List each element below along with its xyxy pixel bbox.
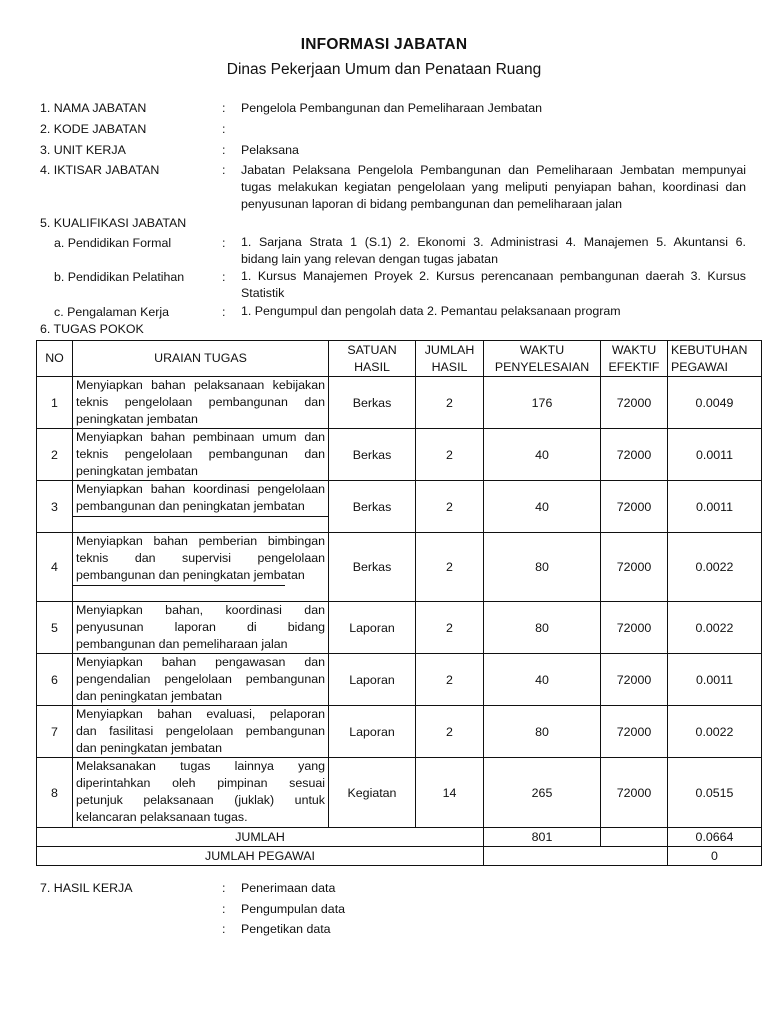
field-colon: : [222,122,226,136]
field-colon: : [222,236,226,250]
text-line: petunjuk pelaksanaan (juklak) untuk [76,793,325,807]
cell-uraian [73,758,329,828]
field-label: 1. NAMA JABATAN [40,101,147,115]
text-line: Menyiapkan bahan pelaksanaan kebijakan [76,378,325,392]
header-line: HASIL [354,359,390,374]
cell-jumlah: 2 [416,481,484,533]
text-line: pembangunan dan pemeliharaan jalan [76,637,288,651]
jumlah-kebutuhan: 0.0664 [668,828,762,847]
cell-no: 3 [37,481,73,533]
text-line: Statistik [241,286,285,300]
cell-kebutuhan: 0.0011 [668,429,762,481]
tugas-pokok-table [36,340,762,866]
jumlah-pegawai-value: 0 [668,847,762,866]
header-line: PENYELESAIAN [494,359,590,374]
cell-jumlah: 14 [416,758,484,828]
cell-kebutuhan: 0.0022 [668,706,762,758]
field-label: 7. HASIL KERJA [40,881,133,895]
field-label: 3. UNIT KERJA [40,143,126,157]
hasil-item: Pengumpulan data [241,902,346,916]
cell-waktu: 80 [484,533,601,602]
field-colon: : [222,305,226,319]
cell-jumlah: 2 [416,654,484,706]
header-no: NO [37,341,73,377]
header-line: SATUAN [347,342,397,357]
text-line: teknis pengelolaan pembangunan dan [76,395,325,409]
text-line: Menyiapkan bahan pemberian bimbingan [76,534,325,548]
field-label: 5. KUALIFIKASI JABATAN [40,216,187,230]
table-row [37,758,762,828]
text-line: 1. Sarjana Strata 1 (S.1) 2. Ekonomi 3. Administrasi 4. Manajemen 5. Akuntansi 6. [241,235,746,249]
cell-uraian [73,533,329,602]
field-colon: : [222,881,226,895]
cell-waktu: 80 [484,602,601,654]
table-row [37,429,762,481]
jumlah-efektif [601,828,668,847]
text-line: pengendalian pengelolaan pembangunan [76,672,325,686]
header-uraian-tugas: URAIAN TUGAS [73,341,329,377]
cell-uraian [73,706,329,758]
cell-waktu: 265 [484,758,601,828]
text-line: dan peningkatan jembatan [76,689,223,703]
field-value: 1. Pengumpul dan pengolah data 2. Pemantau pelaksanaan program [241,304,621,318]
cell-efektif: 72000 [601,602,668,654]
cell-jumlah: 2 [416,377,484,429]
header-line: WAKTU [519,342,565,357]
field-value [241,268,746,302]
text-line: Menyiapkan bahan koordinasi pengelolaan [76,482,325,496]
cell-efektif: 72000 [601,758,668,828]
text-line: diperintahkan oleh pimpinan sesuai [76,776,325,790]
field-label: b. Pendidikan Pelatihan [54,270,185,284]
cell-kebutuhan: 0.0011 [668,654,762,706]
field-value [241,234,746,268]
header-waktu-efektif [601,341,668,377]
jumlah-label: JUMLAH [37,828,484,847]
cell-satuan: Berkas [329,377,416,429]
field-label: a. Pendidikan Formal [54,236,172,250]
table-header-row [37,341,762,377]
header-line: HASIL [431,359,468,374]
text-line: Jabatan Pelaksana Pengelola Pembangunan dan Pemeliharaan Jembatan mempunyai [241,163,746,177]
cell-waktu: 40 [484,429,601,481]
cell-no: 8 [37,758,73,828]
field-colon: : [222,143,226,157]
cell-satuan: Laporan [329,706,416,758]
text-line: Menyiapkan bahan pengawasan dan [76,655,325,669]
header-line: EFEKTIF [608,359,660,374]
field-colon: : [222,101,226,115]
cell-jumlah: 2 [416,602,484,654]
cell-satuan: Berkas [329,429,416,481]
text-line: Menyiapkan bahan, koordinasi dan [76,603,325,617]
cell-satuan: Berkas [329,481,416,533]
jumlah-pegawai-row [37,847,762,866]
header-waktu-penyelesaian [484,341,601,377]
text-line: teknis dan supervisi pengelolaan [76,551,325,565]
field-value: Pengelola Pembangunan dan Pemeliharaan Jembatan [241,101,543,115]
field-value [241,162,746,213]
cell-uraian [73,429,329,481]
document-title: INFORMASI JABATAN [300,36,468,53]
field-colon: : [222,922,226,936]
text-line: peningkatan jembatan [76,464,198,478]
text-line: pembangunan dan peningkatan jembatan [76,499,305,513]
header-satuan-hasil [329,341,416,377]
text-line: 1. Kursus Manajemen Proyek 2. Kursus perencanaan pembangunan daerah 3. Kursus [241,269,746,283]
text-line: pembangunan dan peningkatan jembatan [76,568,305,582]
jumlah-pegawai-label: JUMLAH PEGAWAI [37,847,484,866]
cell-divider [73,585,285,586]
text-line: Menyiapkan bahan pembinaan umum dan [76,430,325,444]
cell-no: 7 [37,706,73,758]
cell-satuan: Laporan [329,654,416,706]
cell-waktu: 40 [484,654,601,706]
table-row [37,481,762,533]
cell-efektif: 72000 [601,377,668,429]
cell-waktu: 80 [484,706,601,758]
cell-kebutuhan: 0.0515 [668,758,762,828]
cell-no: 2 [37,429,73,481]
jumlah-pegawai-empty [484,847,668,866]
cell-efektif: 72000 [601,481,668,533]
table-row [37,602,762,654]
cell-kebutuhan: 0.0022 [668,602,762,654]
field-colon: : [222,163,226,177]
text-line: teknis pengelolaan pembangunan dan [76,447,325,461]
field-label: 4. IKTISAR JABATAN [40,163,160,177]
cell-waktu: 40 [484,481,601,533]
hasil-item: Penerimaan data [241,881,336,895]
total-row [37,828,762,847]
field-label: c. Pengalaman Kerja [54,305,170,319]
table-row [37,377,762,429]
cell-waktu: 176 [484,377,601,429]
header-jumlah-hasil [416,341,484,377]
header-line: KEBUTUHAN [671,342,748,357]
text-line: dan peningkatan jembatan [76,741,223,755]
text-line: peningkatan jembatan [76,412,198,426]
cell-kebutuhan: 0.0049 [668,377,762,429]
cell-efektif: 72000 [601,706,668,758]
text-line: dan fasilitasi pengelolaan pembangunan [76,724,325,738]
field-label: 2. KODE JABATAN [40,122,147,136]
field-colon: : [222,902,226,916]
text-line: bidang lain yang relevan dengan tugas jabatan [241,252,498,266]
cell-no: 5 [37,602,73,654]
text-line: Melaksanakan tugas lainnya yang [76,759,325,773]
cell-jumlah: 2 [416,429,484,481]
cell-uraian [73,481,329,533]
hasil-item: Pengetikan data [241,922,331,936]
cell-efektif: 72000 [601,429,668,481]
cell-jumlah: 2 [416,533,484,602]
cell-no: 4 [37,533,73,602]
document-subtitle: Dinas Pekerjaan Umum dan Penataan Ruang [226,61,542,78]
cell-kebutuhan: 0.0022 [668,533,762,602]
header-line: JUMLAH [424,342,475,357]
header-line: PEGAWAI [671,359,728,374]
cell-kebutuhan: 0.0011 [668,481,762,533]
cell-satuan: Kegiatan [329,758,416,828]
field-value: Pelaksana [241,143,299,157]
text-line: penyusunan laporan di bidang pembangunan dan pemeliharaan jalan [241,197,622,211]
cell-no: 6 [37,654,73,706]
cell-uraian [73,377,329,429]
table-row [37,654,762,706]
text-line: kelancaran pelaksanaan tugas. [76,810,248,824]
cell-efektif: 72000 [601,654,668,706]
table-row [37,706,762,758]
cell-divider [73,516,328,517]
cell-uraian [73,654,329,706]
table-row [37,533,762,602]
field-colon: : [222,270,226,284]
field-label: 6. TUGAS POKOK [40,322,144,336]
jumlah-waktu: 801 [484,828,601,847]
cell-satuan: Laporan [329,602,416,654]
cell-efektif: 72000 [601,533,668,602]
header-line: WAKTU [611,342,657,357]
header-kebutuhan-pegawai [668,341,762,377]
cell-satuan: Berkas [329,533,416,602]
text-line: penyusunan laporan di bidang [76,620,325,634]
text-line: tugas melakukan kegiatan pengelolaan yang meliputi penyiapan bahan, koordinasi dan [241,180,746,194]
cell-jumlah: 2 [416,706,484,758]
cell-uraian [73,602,329,654]
text-line: Menyiapkan bahan evaluasi, pelaporan [76,707,325,721]
cell-no: 1 [37,377,73,429]
